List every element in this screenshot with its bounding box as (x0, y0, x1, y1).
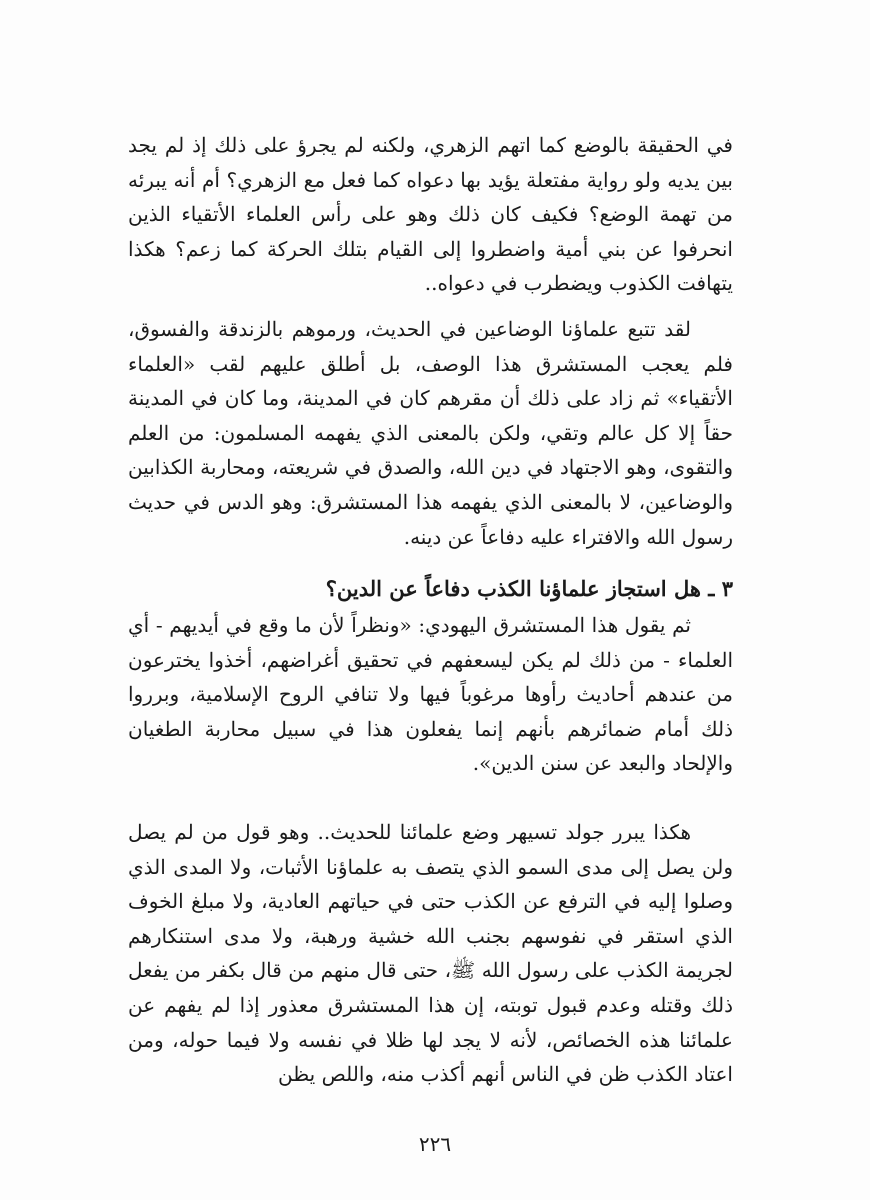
section-heading: ٣ ـ هل استجاز علماؤنا الكذب دفاعاً عن الدين؟ (325, 576, 733, 601)
page-number: ٢٢٦ (418, 1132, 452, 1156)
paragraph-2: لقد تتبع علماؤنا الوضاعين في الحديث، ورموهم بالزندقة والفسوق، فلم يعجب المستشرق هذا الوصف، بل أطلق عليهم لقب «العلماء الأتقياء» ثم زاد على ذلك أن مقرهم كان في المدينة، وما كان في المدينة حقاً إلا كل عالم وتقي، ولكن بالمعنى الذي يفهمه المسلمون: من العلم والتقوى، وهو الاجتهاد في دين الله، والصدق في شريعته، ومحاربة الكذابين والوضاعين، لا بالمعنى الذي يفهمه هذا المستشرق: وهو الدس في حديث رسول الله والافتراء عليه دفاعاً عن دينه. (128, 317, 733, 549)
paragraph-4: هكذا يبرر جولد تسيهر وضع علمائنا للحديث.. وهو قول من لم يصل ولن يصل إلى مدى السمو الذي يتصف به علماؤنا الأثبات، ولا المدى الذي وصلوا إليه في الترفع عن الكذب حتى في حياتهم العادية، ولا مبلغ الخوف الذي استقر في نفوسهم بجنب الله خشية ورهبة، ولا مدى استنكارهم لجريمة الكذب على رسول الله ﷺ، حتى قال منهم من قال بكفر من يفعل ذلك وقتله وعدم قبول توبته، إن هذا المستشرق معذور إذا لم يفهم عن علمائنا هذه الخصائص، لأنه لا يجد لها ظلا في نفسه ولا فيما حوله، ومن اعتاد الكذب ظن في الناس أنهم أكذب منه، واللص يظن (128, 820, 733, 1087)
paragraph-1: في الحقيقة بالوضع كما اتهم الزهري، ولكنه لم يجرؤ على ذلك إذ لم يجد بين يديه ولو رواية مفتعلة يؤيد بها دعواه كما فعل مع الزهري؟ أم أنه يبرئه من تهمة الوضع؟ فكيف كان ذلك وهو على رأس العلماء الأتقياء الذين انحرفوا عن بني أمية واضطروا إلى القيام بتلك الحركة كما زعم؟ هكذا يتهافت الكذوب ويضطرب في دعواه.. (128, 133, 733, 296)
paragraph-3: ثم يقول هذا المستشرق اليهودي: «ونظراً لأن ما وقع في أيديهم - أي العلماء - من ذلك لم يكن ليسعفهم في تحقيق أغراضهم، أخذوا يخترعون من عندهم أحاديث رأوها مرغوباً فيها ولا تنافي الروح الإسلامية، وبرروا ذلك أمام ضمائرهم بأنهم إنما يفعلون هذا في سبيل محاربة الطغيان والإلحاد والبعد عن سنن الدين». (128, 613, 733, 776)
